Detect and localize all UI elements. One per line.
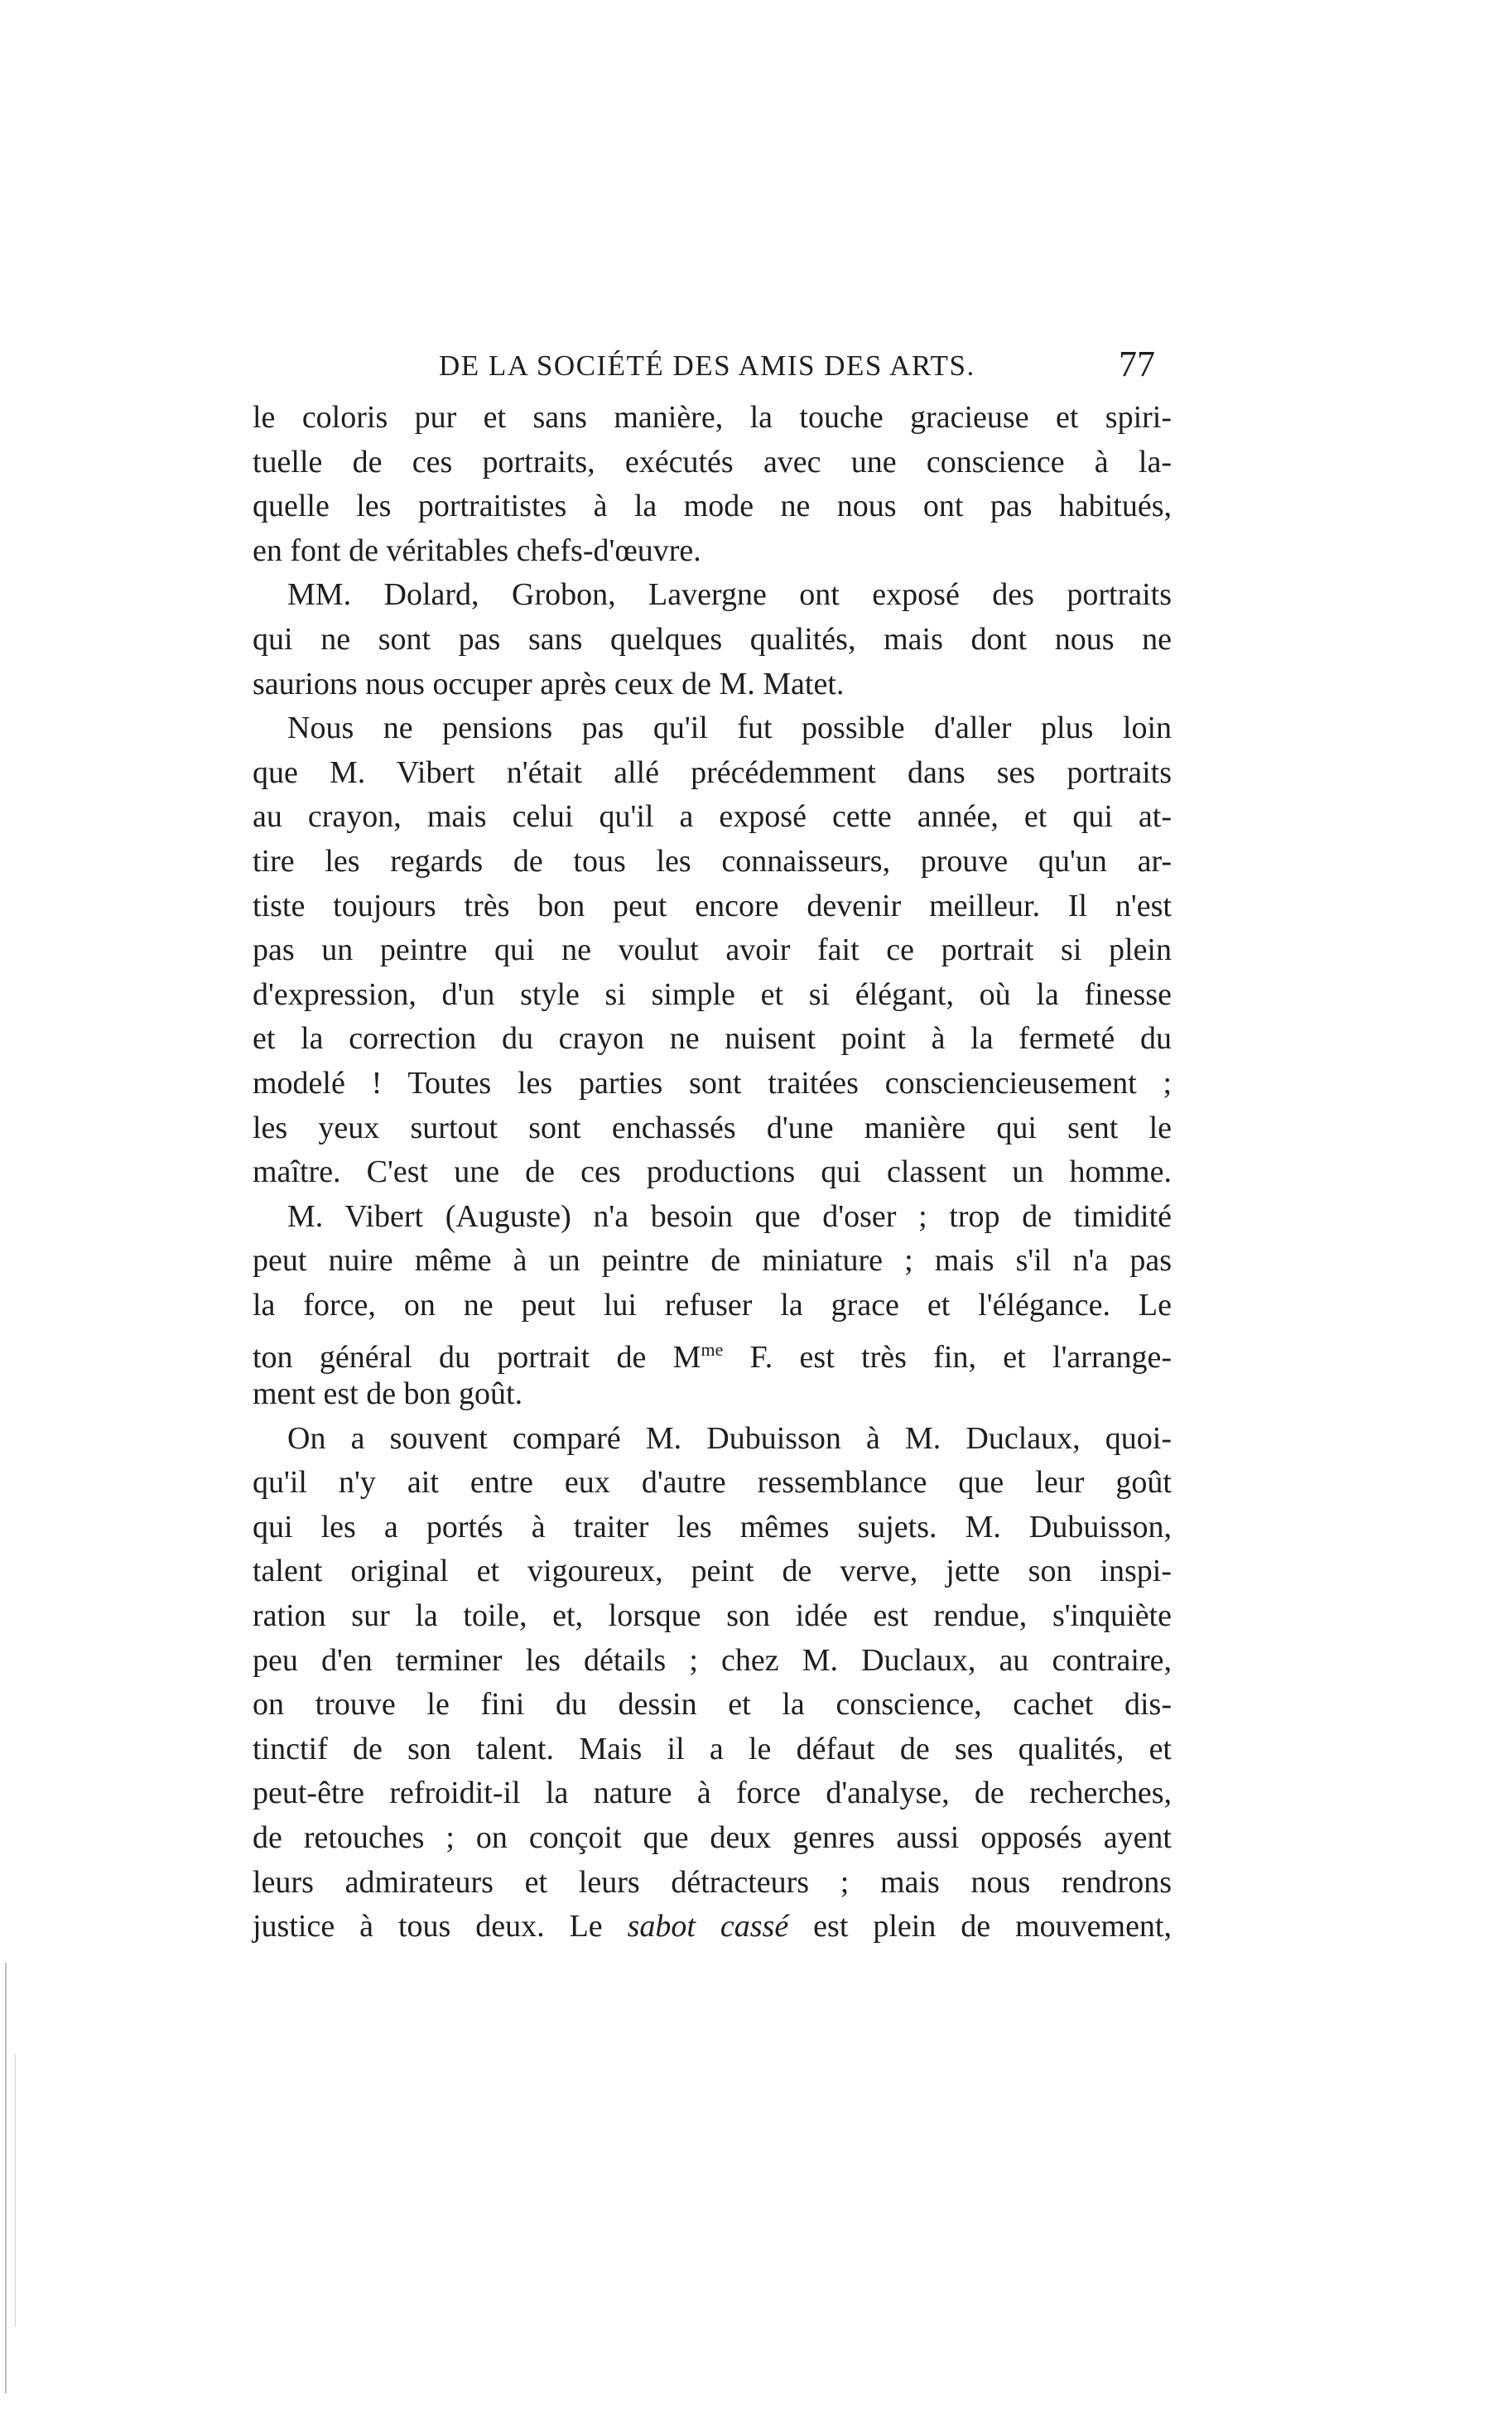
text-line [253, 1328, 1172, 1376]
text-line [253, 1905, 1172, 1949]
italic-title: sabot cassé [627, 1909, 789, 1944]
text-line: maître. C'est une de ces productions qui classent un homme. [253, 1154, 1172, 1190]
text-line: d'expression, d'un style si simple et si élégant, où la finesse [253, 976, 1172, 1012]
text-line: modelé ! Toutes les parties sont traitées consciencieusement ; [253, 1065, 1172, 1101]
text-line: qu'il n'y ait entre eux d'autre ressemblance que leur goût [253, 1465, 1172, 1501]
text-line: tiste toujours très bon peut encore devenir meilleur. Il n'est [253, 888, 1172, 923]
text-line: tire les regards de tous les connaisseurs, prouve qu'un ar- [253, 843, 1172, 879]
paragraph-first-line: M. Vibert (Auguste) n'a besoin que d'oser ; trop de timidité [287, 1198, 1172, 1234]
text-line: que M. Vibert n'était allé précédemment dans ses portraits [253, 754, 1172, 790]
paragraph-first-line: On a souvent comparé M. Dubuisson à M. Duclaux, quoi- [287, 1420, 1172, 1456]
page-number: 77 [1119, 344, 1155, 384]
superscript-abbreviation: me [701, 1339, 724, 1361]
scan-edge-line [15, 2054, 16, 2327]
paragraph-first-line: Nous ne pensions pas qu'il fut possible d'aller plus loin [287, 711, 1172, 746]
text-line: au crayon, mais celui qu'il a exposé cette année, et qui at- [253, 799, 1172, 835]
text-line: quelle les portraitistes à la mode ne nous ont pas habitués, [253, 489, 1172, 524]
text-segment: est plein de mouvement, [788, 1909, 1172, 1944]
text-line: talent original et vigoureux, peint de verve, jette son inspi- [253, 1554, 1172, 1589]
text-line: et la correction du crayon ne nuisent point à la fermeté du [253, 1021, 1172, 1057]
text-line: qui ne sont pas sans quelques qualités, mais dont nous ne [253, 621, 1172, 657]
text-line: leurs admirateurs et leurs détracteurs ; mais nous rendrons [253, 1864, 1172, 1900]
scan-edge-line [5, 1963, 7, 2393]
text-line: le coloris pur et sans manière, la touche gracieuse et spiri- [253, 400, 1172, 435]
text-line: tinctif de son talent. Mais il a le défaut de ses qualités, et [253, 1731, 1172, 1766]
text-segment: F. est très fin, et l'arrange- [723, 1340, 1172, 1376]
running-head [253, 341, 1172, 391]
text-line: ration sur la toile, et, lorsque son idée est rendue, s'inquiète [253, 1598, 1172, 1634]
text-line: peut nuire même à un peintre de miniature ; mais s'il n'a pas [253, 1243, 1172, 1279]
text-line: on trouve le fini du dessin et la conscience, cachet dis- [253, 1687, 1172, 1723]
paragraph-first-line: MM. Dolard, Grobon, Lavergne ont exposé des portraits [287, 577, 1172, 613]
text-segment: ton général du portrait de M [253, 1340, 701, 1376]
text-line: tuelle de ces portraits, exécutés avec une conscience à la- [253, 444, 1172, 479]
text-line: pas un peintre qui ne voulut avoir fait ce portrait si plein [253, 932, 1172, 968]
text-line: saurions nous occuper après ceux de M. Matet. [253, 666, 845, 701]
text-segment: justice à tous deux. Le [253, 1909, 628, 1944]
text-line: peut-être refroidit-il la nature à force d'analyse, de recherches, [253, 1776, 1172, 1811]
body-text [253, 396, 1172, 1949]
text-line: les yeux surtout sont enchassés d'une manière qui sent le [253, 1110, 1172, 1145]
text-line: la force, on ne peut lui refuser la grace et l'élégance. Le [253, 1287, 1172, 1323]
text-line: peu d'en terminer les détails ; chez M. Duclaux, au contraire, [253, 1642, 1172, 1678]
text-line: qui les a portés à traiter les mêmes sujets. M. Dubuisson, [253, 1509, 1172, 1544]
text-line: en font de véritables chefs-d'œuvre. [253, 532, 701, 568]
text-line: de retouches ; on conçoit que deux genres aussi opposés ayent [253, 1820, 1172, 1855]
text-line: ment est de bon goût. [253, 1376, 523, 1412]
running-title: DE LA SOCIÉTÉ DES AMIS DES ARTS. [439, 349, 975, 382]
